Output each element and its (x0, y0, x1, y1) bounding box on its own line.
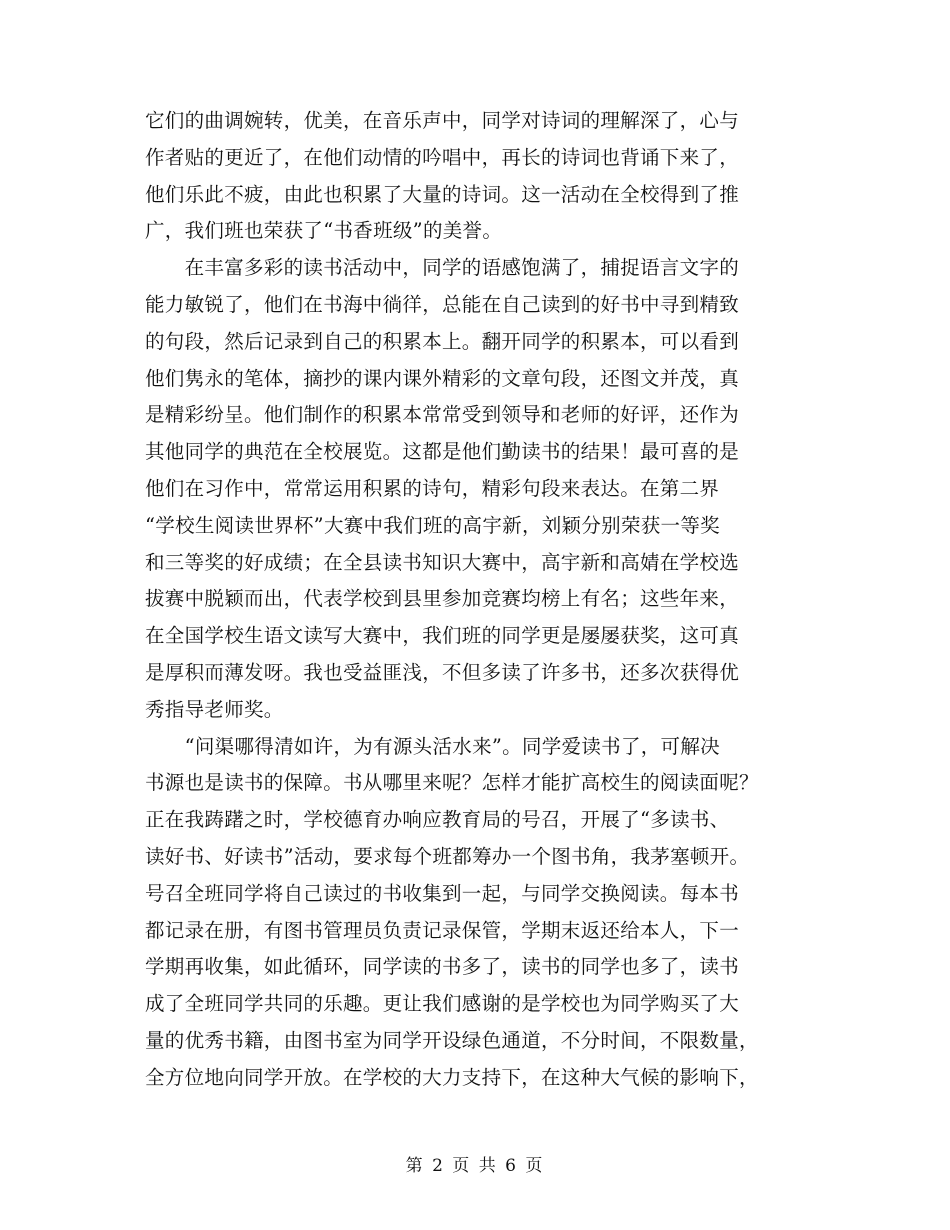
text-line: 和三等奖的好成绩；在全县读书知识大赛中，高宇新和高婧在学校选 (145, 550, 740, 574)
body-text (145, 103, 815, 1097)
text-line: 其他同学的典范在全校展览。这都是他们勤读书的结果！最可喜的是 (145, 440, 740, 464)
text-line: 量的优秀书籍，由图书室为同学开设绿色通道，不分时间，不限数量， (145, 1028, 759, 1052)
text-line: 号召全班同学将自己读过的书收集到一起，与同学交换阅读。每本书 (145, 881, 740, 905)
page-footer: 第 2 页 共 6 页 (405, 1156, 545, 1176)
text-line: 正在我踌躇之时，学校德育办响应教育局的号召，开展了“多读书、 (145, 808, 730, 832)
text-line: 它们的曲调婉转，优美，在音乐声中，同学对诗词的理解深了，心与 (145, 109, 740, 132)
text-line: 是精彩纷呈。他们制作的积累本常常受到领导和老师的好评，还作为 (145, 403, 740, 427)
text-line: 他们隽永的笔体，摘抄的课内课外精彩的文章句段，还图文并茂，真 (145, 366, 740, 390)
text-line: 在全国学校生语文读写大赛中，我们班的同学更是屡屡获奖，这可真 (145, 624, 740, 648)
text-line: 他们在习作中，常常运用积累的诗句，精彩句段来表达。在第二界 (145, 476, 720, 500)
text-line: 秀指导老师奖。 (145, 697, 284, 721)
text-line: 的句段，然后记录到自己的积累本上。翻开同学的积累本，可以看到 (145, 329, 740, 353)
text-line: 都记录在册，有图书管理员负责记录保管，学期末返还给本人，下一 (145, 918, 740, 942)
text-line: 拔赛中脱颖而出，代表学校到县里参加竞赛均榜上有名；这些年来， (145, 587, 740, 611)
text-line: 成了全班同学共同的乐趣。更让我们感谢的是学校也为同学购买了大 (145, 992, 740, 1016)
text-line: 读好书、好读书”活动，要求每个班都筹办一个图书角，我茅塞顿开。 (145, 844, 750, 868)
text-line: 广，我们班也荣获了“书香班级”的美誉。 (145, 219, 503, 243)
text-line: “学校生阅读世界杯”大赛中我们班的高宇新，刘颖分别荣获一等奖 (145, 513, 720, 537)
text-line: 全方位地向同学开放。在学校的大力支持下，在这种大气候的影响下， (145, 1065, 759, 1089)
text-line: 是厚积而薄发呀。我也受益匪浅，不但多读了许多书，还多次获得优 (145, 660, 740, 684)
text-line: 书源也是读书的保障。书从哪里来呢？怎样才能扩高校生的阅读面呢？ (145, 771, 759, 795)
text-line: “问渠哪得清如许，为有源头活水来”。同学爱读书了，可解决 (145, 734, 720, 758)
text-line: 能力敏锐了，他们在书海中徜徉，总能在自己读到的好书中寻到精致 (145, 292, 740, 316)
text-line: 学期再收集，如此循环，同学读的书多了，读书的同学也多了，读书 (145, 955, 740, 979)
text-line: 作者贴的更近了，在他们动情的吟唱中，再长的诗词也背诵下来了， (145, 145, 740, 169)
text-line: 他们乐此不疲，由此也积累了大量的诗词。这一活动在全校得到了推 (145, 182, 740, 206)
text-line: 在丰富多彩的读书活动中，同学的语感饱满了，捕捉语言文字的 (145, 256, 740, 280)
